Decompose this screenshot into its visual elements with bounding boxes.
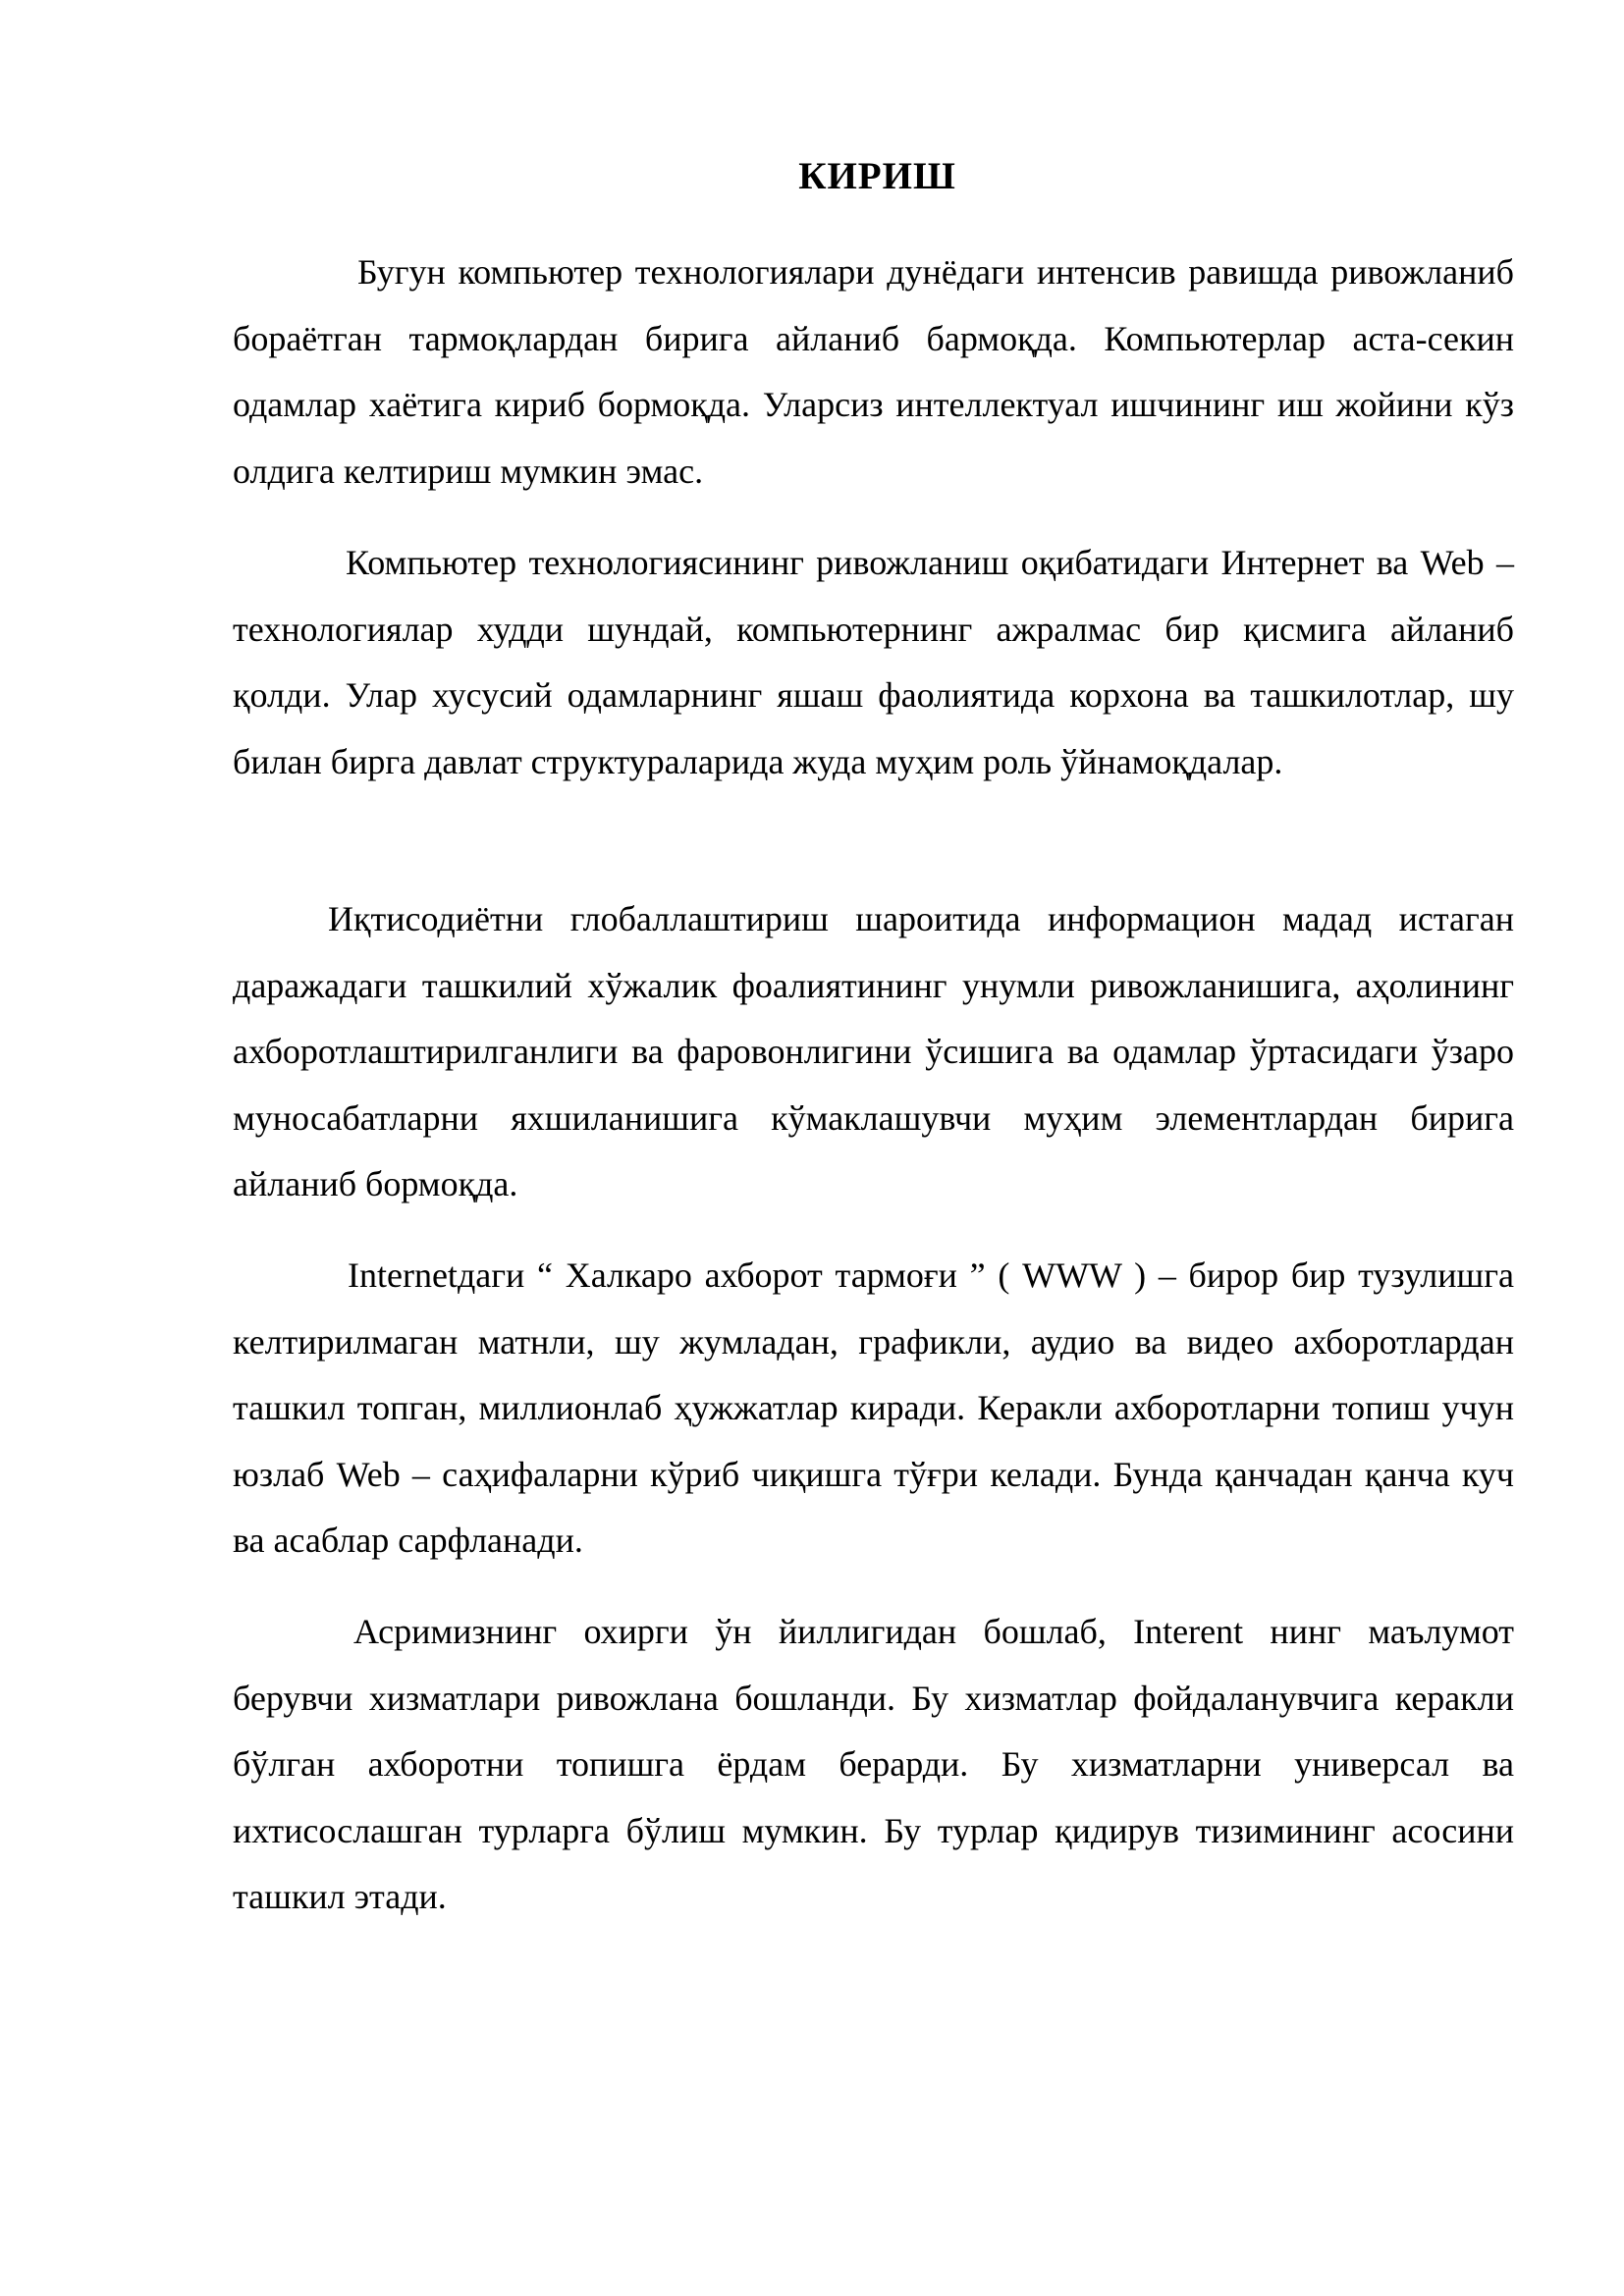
paragraph-2: Компьютер технологиясининг ривожланиш оқибатидаги Интернет ва Web – технологиялар худди шундай, компьютернинг ажралмас бир қисмига айланиб қолди. Улар хусусий одамларнинг яшаш фаолиятида корхона ва ташкилотлар, шу билан бирга давлат структураларида жуда муҳим роль ўйнамоқдалар. <box>233 543 1514 781</box>
paragraph-4: Internetдаги “ Халкаро ахборот тармоғи ” ( WWW ) – бирор бир тузулишга келтирилмаган матнли, шу жумладан, графикли, аудио ва видео ахборотлардан ташкил топган, миллионлаб ҳужжатлар киради. Керакли ахборотларни топиш учун юзлаб Web – саҳифаларни кўриб чиқишга тўғри келади. Бунда қанчадан қанча куч ва асаблар сарфланади. <box>233 1255 1514 1560</box>
page-title: КИРИШ <box>798 155 956 197</box>
paragraph-1: Бугун компьютер технологиялари дунёдаги интенсив равишда ривожланиб бораётган тармоқлардан бирига айланиб бармоқда. Компьютерлар аста-секин одамлар хаётига кириб бормоқда. Уларсиз интеллектуал ишчининг иш жойини кўз олдига келтириш мумкин эмас. <box>233 252 1514 491</box>
paragraph-3: Иқтисодиётни глобаллаштириш шароитида информацион мадад истаган даражадаги ташкилий хўжалик фоалиятининг унумли ривожланишига, аҳолининг ахборотлаштирилганлиги ва фаровонлигини ўсишига ва одамлар ўртасидаги ўзаро муносабатларни яхшиланишига кўмаклашувчи муҳим элементлардан бирига айланиб бормоқда. <box>233 899 1514 1203</box>
paragraph-5: Асримизнинг охирги ўн йиллигидан бошлаб, Interent нинг маълумот берувчи хизматлари ривожлана бошланди. Бу хизматлар фойдаланувчига керакли бўлган ахборотни топишга ёрдам берарди. Бу хизматларни универсал ва ихтисослашган турларга бўлиш мумкин. Бу турлар қидирув тизимининг асосини ташкил этади. <box>233 1612 1514 1916</box>
